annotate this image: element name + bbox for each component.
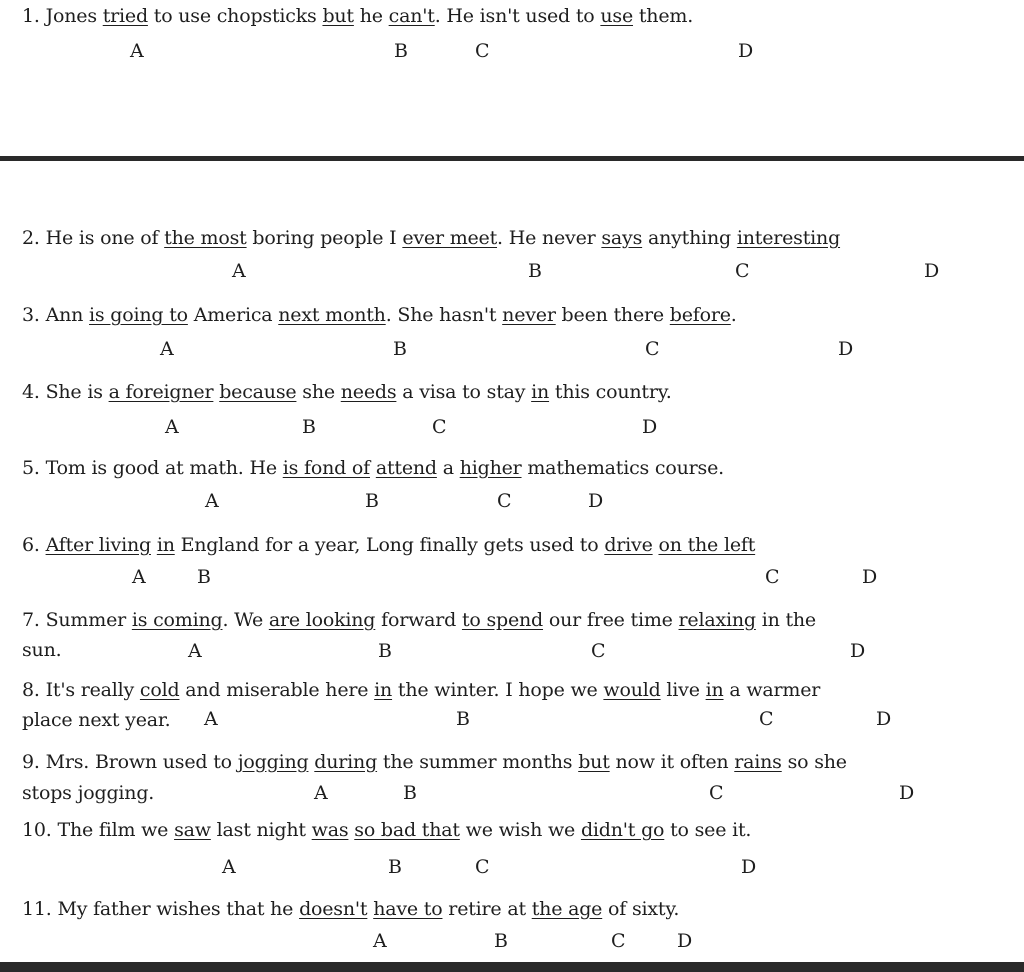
question-number: 8. [22, 679, 46, 701]
option-letter-b: B [394, 40, 408, 62]
option-letter-c: C [709, 782, 724, 804]
underlined-option: rains [734, 751, 782, 773]
option-letter-a: A [204, 708, 218, 730]
option-letter-b: B [494, 930, 508, 952]
sentence-text: It's really [45, 679, 140, 701]
sentence-text: been there [555, 304, 670, 326]
underlined-option: attend [375, 457, 437, 479]
option-letter-d: D [738, 40, 754, 62]
option-letter-c: C [591, 640, 606, 662]
option-letter-b: B [403, 782, 417, 804]
question-3 [22, 303, 1010, 327]
underlined-option: is fond of [282, 457, 370, 479]
sentence-text: in the [755, 609, 816, 631]
underlined-option: in [156, 534, 175, 556]
option-letter-d: D [677, 930, 693, 952]
option-letter-d: D [924, 260, 940, 282]
option-letter-a: A [222, 856, 236, 878]
sentence-text: The film we [57, 819, 175, 841]
sentence-text: them. [633, 5, 694, 27]
option-letters [0, 708, 1024, 732]
option-letter-c: C [475, 856, 490, 878]
sentence-text: My father wishes that he [57, 898, 300, 920]
underlined-option: next month [278, 304, 386, 326]
sentence-text: He is one of [45, 227, 165, 249]
underlined-option: needs [340, 381, 397, 403]
option-letter-a: A [130, 40, 144, 62]
divider-rule [0, 156, 1024, 161]
sentence-text: the winter. I hope we [392, 679, 604, 701]
underlined-option: interesting [736, 227, 841, 249]
option-letter-b: B [388, 856, 402, 878]
option-letter-b: B [365, 490, 379, 512]
question-2 [22, 226, 1010, 250]
underlined-option: says [601, 227, 643, 249]
option-letter-a: A [160, 338, 174, 360]
sentence-text: so she [781, 751, 847, 773]
option-letter-d: D [876, 708, 892, 730]
option-letters [0, 490, 1024, 514]
option-letter-d: D [899, 782, 915, 804]
underlined-option: the most [164, 227, 247, 249]
option-letters [0, 856, 1024, 880]
sentence-text: forward [375, 609, 462, 631]
question-7 [22, 608, 1010, 632]
question-number: 9. [22, 751, 46, 773]
underlined-option: relaxing [678, 609, 756, 631]
question-8 [22, 678, 1010, 702]
question-number: 1. [22, 5, 46, 27]
underlined-option: cold [139, 679, 180, 701]
option-letter-c: C [432, 416, 447, 438]
sentence-text: the summer months [377, 751, 579, 773]
sentence-text: . [730, 304, 737, 326]
sentence-text: mathematics course. [521, 457, 724, 479]
option-letter-a: A [205, 490, 219, 512]
underlined-option: would [603, 679, 661, 701]
sentence-text: of sixty. [602, 898, 680, 920]
sentence-text: live [660, 679, 706, 701]
option-letter-a: A [132, 566, 146, 588]
question-6 [22, 533, 1010, 557]
underlined-option: use [600, 5, 634, 27]
sentence-text: he [353, 5, 389, 27]
underlined-option: can't [388, 5, 435, 27]
sentence-text: now it often [609, 751, 735, 773]
question-11 [22, 897, 1010, 921]
question-5 [22, 456, 1010, 480]
sentence-text: this country. [549, 381, 672, 403]
option-letter-b: B [528, 260, 542, 282]
sentence-text: a warmer [723, 679, 821, 701]
option-letter-d: D [838, 338, 854, 360]
underlined-option: jogging [237, 751, 309, 773]
option-letter-d: D [642, 416, 658, 438]
option-letter-b: B [456, 708, 470, 730]
underlined-option: doesn't [299, 898, 368, 920]
option-letter-c: C [735, 260, 750, 282]
option-letter-c: C [759, 708, 774, 730]
sentence-text: a [436, 457, 460, 479]
option-letters [0, 782, 1024, 806]
option-letter-c: C [497, 490, 512, 512]
question-number: 10. [22, 819, 58, 841]
underlined-option: didn't go [580, 819, 665, 841]
option-letters [0, 260, 1024, 284]
option-letter-a: A [188, 640, 202, 662]
option-letter-a: A [165, 416, 179, 438]
option-letters [0, 338, 1024, 362]
underlined-option: on the left [658, 534, 756, 556]
sentence-text: . We [222, 609, 269, 631]
underlined-option: is going to [89, 304, 188, 326]
sentence-text: . He never [497, 227, 602, 249]
sentence-text: England for a year, Long finally gets used to [174, 534, 605, 556]
underlined-option: is coming [131, 609, 223, 631]
sentence-text: . He isn't used to [434, 5, 601, 27]
underlined-option: ever meet [402, 227, 498, 249]
bottom-rule [0, 962, 1024, 972]
underlined-option: in [374, 679, 393, 701]
option-letter-c: C [765, 566, 780, 588]
option-letter-b: B [302, 416, 316, 438]
sentence-text: we wish we [459, 819, 581, 841]
question-number: 11. [22, 898, 58, 920]
underlined-option: have to [373, 898, 443, 920]
question-1 [22, 4, 1010, 28]
underlined-option: but [578, 751, 610, 773]
question-number: 3. [22, 304, 46, 326]
sentence-text: America [187, 304, 279, 326]
sentence-text: Tom is good at math. He [45, 457, 283, 479]
option-letter-a: A [373, 930, 387, 952]
option-letters [0, 640, 1024, 664]
question-continuation: place next year. [22, 709, 171, 731]
question-10 [22, 818, 1010, 842]
option-letter-a: A [232, 260, 246, 282]
option-letters [0, 40, 1024, 64]
sentence-text: last night [210, 819, 312, 841]
option-letter-d: D [741, 856, 757, 878]
sentence-text: Ann [45, 304, 90, 326]
underlined-option: so bad that [354, 819, 460, 841]
option-letter-c: C [611, 930, 626, 952]
underlined-option: saw [174, 819, 211, 841]
sentence-text: our free time [543, 609, 679, 631]
sentence-text: and miserable here [179, 679, 375, 701]
underlined-option: was [311, 819, 349, 841]
sentence-text: Summer [45, 609, 132, 631]
question-number: 2. [22, 227, 46, 249]
option-letter-a: A [314, 782, 328, 804]
underlined-option: After living [45, 534, 151, 556]
underlined-option: to spend [461, 609, 544, 631]
underlined-option: before [669, 304, 731, 326]
option-letter-b: B [197, 566, 211, 588]
option-letter-b: B [378, 640, 392, 662]
question-number: 4. [22, 381, 46, 403]
sentence-text: to see it. [664, 819, 752, 841]
underlined-option: are looking [268, 609, 376, 631]
option-letter-b: B [393, 338, 407, 360]
question-number: 7. [22, 609, 46, 631]
sentence-text: anything [642, 227, 737, 249]
question-4 [22, 380, 1010, 404]
question-9 [22, 750, 1010, 774]
question-number: 5. [22, 457, 46, 479]
question-number: 6. [22, 534, 46, 556]
sentence-text: . She hasn't [385, 304, 503, 326]
option-letter-d: D [850, 640, 866, 662]
option-letters [0, 930, 1024, 954]
sentence-text: a visa to stay [396, 381, 532, 403]
question-continuation: sun. [22, 639, 62, 661]
sentence-text: retire at [442, 898, 532, 920]
underlined-option: higher [459, 457, 522, 479]
underlined-option: the age [531, 898, 603, 920]
option-letters [0, 416, 1024, 440]
sentence-text: Jones [45, 5, 103, 27]
underlined-option: a foreigner [108, 381, 214, 403]
sentence-text: boring people I [246, 227, 403, 249]
option-letter-d: D [588, 490, 604, 512]
sentence-text: she [296, 381, 341, 403]
sentence-text: She is [45, 381, 109, 403]
underlined-option: tried [102, 5, 148, 27]
underlined-option: because [219, 381, 297, 403]
option-letters [0, 566, 1024, 590]
sentence-text: Mrs. Brown used to [45, 751, 238, 773]
question-continuation: stops jogging. [22, 782, 155, 804]
option-letter-c: C [645, 338, 660, 360]
underlined-option: but [322, 5, 354, 27]
sentence-text: to use chopsticks [147, 5, 323, 27]
underlined-option: never [502, 304, 556, 326]
underlined-option: in [531, 381, 550, 403]
option-letter-c: C [475, 40, 490, 62]
underlined-option: in [705, 679, 724, 701]
underlined-option: drive [604, 534, 653, 556]
option-letter-d: D [862, 566, 878, 588]
underlined-option: during [314, 751, 378, 773]
